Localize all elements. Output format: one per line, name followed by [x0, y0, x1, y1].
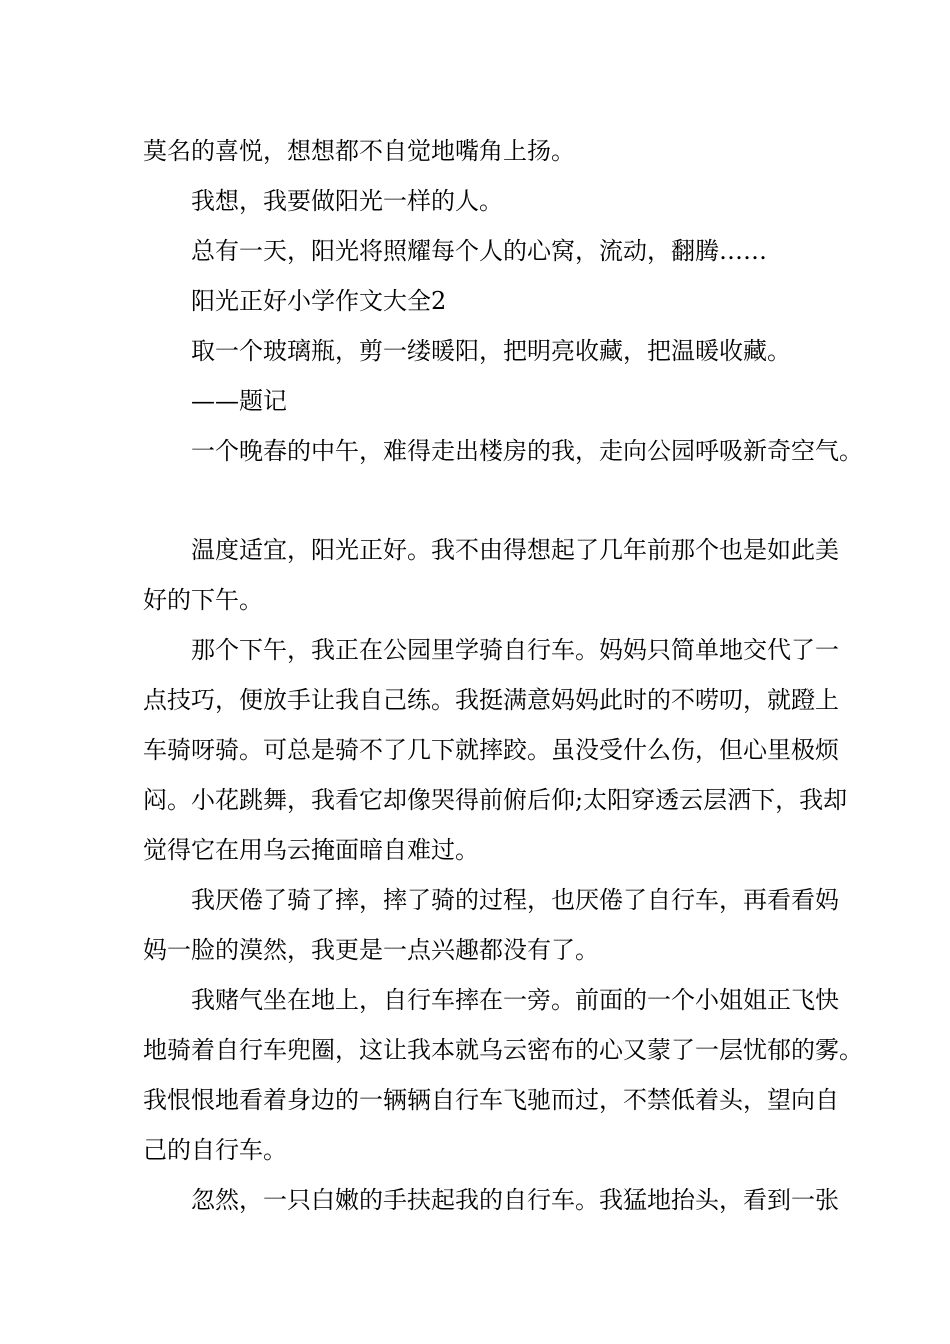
- section-heading: 阳光正好小学作文大全2: [191, 287, 447, 315]
- text-line: 我厌倦了骑了摔，摔了骑的过程，也厌倦了自行车，再看看妈: [191, 886, 839, 914]
- text-line: 我恨恨地看着身边的一辆辆自行车飞驰而过，不禁低着头，望向自: [143, 1086, 839, 1114]
- text-line: 好的下午。: [143, 586, 263, 614]
- text-line: 己的自行车。: [143, 1136, 287, 1164]
- text-line: 我想，我要做阳光一样的人。: [191, 187, 503, 215]
- text-line: 温度适宜，阳光正好。我不由得想起了几年前那个也是如此美: [191, 536, 839, 564]
- text-line: 那个下午，我正在公园里学骑自行车。妈妈只简单地交代了一: [191, 636, 839, 664]
- text-line: 忽然，一只白嫩的手扶起我的自行车。我猛地抬头，看到一张: [191, 1186, 839, 1214]
- text-line: 我赌气坐在地上，自行车摔在一旁。前面的一个小姐姐正飞快: [191, 986, 839, 1014]
- text-line: 取一个玻璃瓶，剪一缕暖阳，把明亮收藏，把温暖收藏。: [191, 337, 791, 365]
- text-line: 一个晚春的中午，难得走出楼房的我，走向公园呼吸新奇空气。: [191, 437, 863, 465]
- text-line: 点技巧，便放手让我自己练。我挺满意妈妈此时的不唠叨，就蹬上: [143, 686, 839, 714]
- text-line: 总有一天，阳光将照耀每个人的心窝，流动，翻腾……: [191, 237, 767, 265]
- text-line: 闷。小花跳舞，我看它却像哭得前俯后仰;太阳穿透云层洒下，我却: [143, 786, 848, 814]
- text-line: 妈一脸的漠然，我更是一点兴趣都没有了。: [143, 936, 599, 964]
- text-line: 莫名的喜悦，想想都不自觉地嘴角上扬。: [143, 137, 575, 165]
- text-line: 觉得它在用乌云掩面暗自难过。: [143, 836, 479, 864]
- text-line: 车骑呀骑。可总是骑不了几下就摔跤。虽没受什么伤，但心里极烦: [143, 736, 839, 764]
- text-line: 地骑着自行车兜圈，这让我本就乌云密布的心又蒙了一层忧郁的雾。: [143, 1036, 863, 1064]
- epigraph-attribution: ——题记: [191, 387, 287, 415]
